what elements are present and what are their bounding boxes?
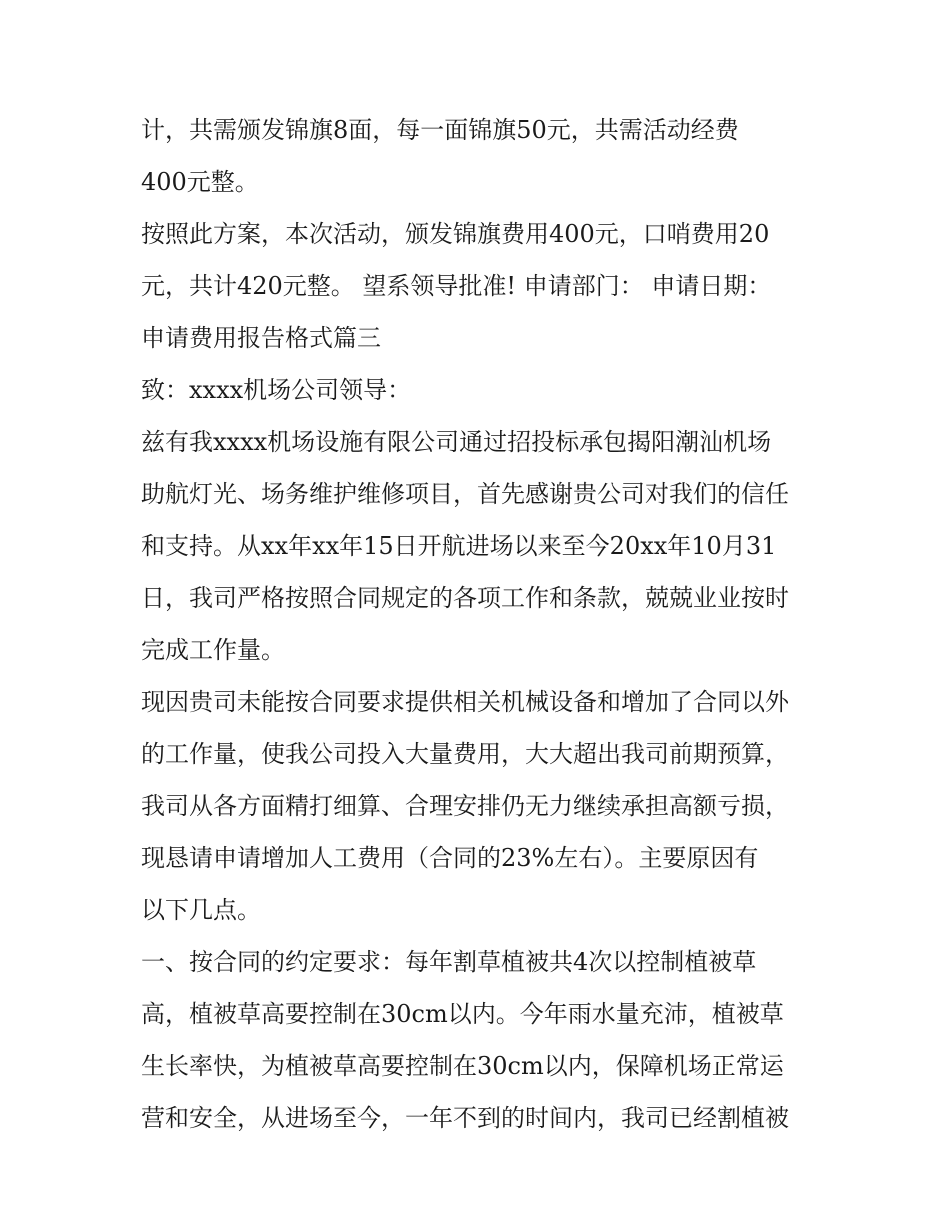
text-line: 我司从各方面精打细算、合理安排仍无力继续承担高额亏损，: [141, 792, 789, 820]
text-line: 助航灯光、场务维护维修项目，首先感谢贵公司对我们的信任: [141, 480, 789, 508]
text-line: 生长率快，为植被草高要控制在30cm以内，保障机场正常运: [141, 1052, 784, 1080]
document-body: [141, 104, 821, 1144]
text-line: 的工作量，使我公司投入大量费用，大大超出我司前期预算，: [141, 740, 789, 768]
text-line: 兹有我xxxx机场设施有限公司通过招投标承包揭阳潮汕机场: [141, 428, 772, 456]
text-line: 按照此方案，本次活动，颁发锦旗费用400元，口哨费用20: [141, 220, 770, 248]
text-line: 营和安全，从进场至今，一年不到的时间内，我司已经割植被: [141, 1104, 789, 1132]
text-line: 现恳请申请增加人工费用（合同的23%左右）。主要原因有: [141, 844, 759, 872]
text-line: 计，共需颁发锦旗8面，每一面锦旗50元，共需活动经费: [141, 116, 739, 144]
text-line: 元，共计420元整。 望系领导批准! 申请部门： 申请日期：: [141, 272, 772, 300]
text-line: 现因贵司未能按合同要求提供相关机械设备和增加了合同以外: [141, 688, 789, 716]
salutation: 致：xxxx机场公司领导：: [141, 376, 412, 404]
text-line: 400元整。: [141, 168, 259, 196]
text-line: 一、按合同的约定要求：每年割草植被共4次以控制植被草: [141, 948, 757, 976]
text-line: 完成工作量。: [141, 636, 285, 664]
text-line: 高，植被草高要控制在30cm以内。今年雨水量充沛，植被草: [141, 1000, 784, 1028]
text-line: 日，我司严格按照合同规定的各项工作和条款，兢兢业业按时: [141, 584, 789, 612]
text-line: 以下几点。: [141, 896, 261, 924]
section-heading: 申请费用报告格式篇三: [141, 324, 381, 352]
text-line: 和支持。从xx年xx年15日开航进场以来至今20xx年10月31: [141, 532, 777, 560]
